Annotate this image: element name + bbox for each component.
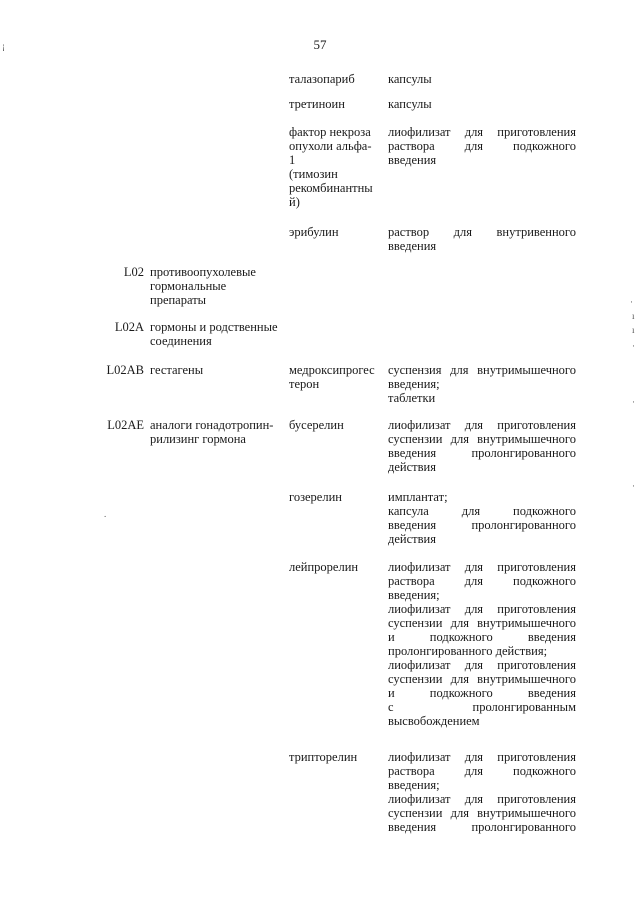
- group-name-line: препараты: [150, 293, 207, 307]
- dosage-form-line: лиофилизат для приготовления: [388, 750, 576, 764]
- drug-name: [289, 363, 381, 391]
- drug-name: [289, 97, 381, 111]
- atc-code: L02AB: [106, 363, 144, 377]
- group-name: [150, 320, 284, 348]
- drug-name-line: эрибулин: [289, 225, 339, 239]
- dosage-form-line: введения;: [388, 778, 440, 792]
- scan-mark: ·: [632, 481, 635, 491]
- dosage-form-line: суспензии для внутримышечного: [388, 616, 576, 630]
- dosage-form-line: и подкожного введения: [388, 686, 576, 700]
- group-name-line: гестагены: [150, 363, 204, 377]
- dosage-form: [388, 560, 576, 728]
- drug-name: [289, 418, 381, 432]
- drug-name-line: гозерелин: [289, 490, 342, 504]
- drug-name-line: трипторелин: [289, 750, 358, 764]
- dosage-form-line: раствора для подкожного: [388, 574, 576, 588]
- dosage-form-line: высвобождением: [388, 714, 480, 728]
- dosage-form-line: введения: [388, 153, 437, 167]
- dosage-form-line: суспензия для внутримышечного: [388, 363, 576, 377]
- dosage-form: [388, 750, 576, 834]
- dosage-form: [388, 490, 576, 546]
- atc-code: L02A: [114, 320, 144, 334]
- drug-name-line: лейпрорелин: [289, 560, 359, 574]
- drug-name-line: фактор некроза: [289, 125, 371, 139]
- dosage-form-line: капсулы: [388, 72, 432, 86]
- group-name-line: соединения: [150, 334, 212, 348]
- scan-mark: ·: [632, 341, 635, 351]
- dosage-form-line: и подкожного введения: [388, 630, 576, 644]
- group-name: [150, 418, 284, 446]
- drug-name-line: й): [289, 195, 300, 209]
- group-name-line: рилизинг гормона: [150, 432, 246, 446]
- scan-mark: ·: [632, 397, 635, 407]
- dosage-form-line: капсулы: [388, 97, 432, 111]
- dosage-form-line: суспензии для внутримышечного: [388, 432, 576, 446]
- dosage-form-line: капсула для подкожного: [388, 504, 576, 518]
- dosage-form: [388, 363, 576, 405]
- dosage-form-line: введения;: [388, 588, 440, 602]
- scan-mark: ı: [632, 325, 635, 335]
- dosage-form-line: лиофилизат для приготовления: [388, 560, 576, 574]
- dosage-form-line: действия: [388, 460, 436, 474]
- dosage-form: [388, 72, 576, 86]
- drug-name-line: бусерелин: [289, 418, 344, 432]
- drug-name-line: третиноин: [289, 97, 345, 111]
- group-name-line: гормоны и родственные: [150, 320, 278, 334]
- drug-name: [289, 750, 381, 764]
- dosage-form-line: введения;: [388, 377, 440, 391]
- dosage-form-line: лиофилизат для приготовления: [388, 418, 576, 432]
- dosage-form-line: с пролонгированным: [388, 700, 576, 714]
- group-name: [150, 363, 284, 377]
- dosage-form: [388, 418, 576, 474]
- atc-code: L02AE: [107, 418, 144, 432]
- dosage-form-line: имплантат;: [388, 490, 448, 504]
- drug-name-line: медроксипрогес: [289, 363, 375, 377]
- drug-name-line: (тимозин: [289, 167, 338, 181]
- dosage-form-line: введения: [388, 239, 437, 253]
- page-number: 57: [313, 37, 327, 52]
- scan-mark: .: [104, 509, 107, 519]
- drug-name-line: 1: [289, 153, 296, 167]
- dosage-form-line: раствора для подкожного: [388, 764, 576, 778]
- drug-name-line: рекомбинантны: [289, 181, 373, 195]
- dosage-form-line: пролонгированного действия;: [388, 644, 548, 658]
- dosage-form-line: раствора для подкожного: [388, 139, 576, 153]
- group-name: [150, 265, 284, 307]
- group-name-line: аналоги гонадотропин-: [150, 418, 274, 432]
- drug-name: [289, 72, 381, 86]
- group-name-line: гормональные: [150, 279, 227, 293]
- scan-mark: ¡: [2, 41, 5, 51]
- drug-name: [289, 560, 381, 574]
- dosage-form-line: лиофилизат для приготовления: [388, 658, 576, 672]
- dosage-form-line: лиофилизат для приготовления: [388, 125, 576, 139]
- dosage-form: [388, 125, 576, 167]
- scan-mark: ·: [630, 297, 633, 307]
- drug-name-line: талазопариб: [289, 72, 355, 86]
- dosage-form: [388, 97, 576, 111]
- dosage-form-line: раствор для внутривенного: [388, 225, 576, 239]
- dosage-form-line: суспензии для внутримышечного: [388, 806, 576, 820]
- dosage-form-line: введения пролонгированного: [388, 518, 576, 532]
- drug-name: [289, 225, 381, 239]
- drug-name: [289, 490, 381, 504]
- drug-name-line: опухоли альфа-: [289, 139, 372, 153]
- drug-name: [289, 125, 381, 209]
- dosage-form-line: введения пролонгированного: [388, 446, 576, 460]
- drug-name-line: терон: [289, 377, 320, 391]
- scan-mark: ı: [632, 311, 635, 321]
- group-name-line: противоопухолевые: [150, 265, 256, 279]
- dosage-form-line: суспензии для внутримышечного: [388, 672, 576, 686]
- dosage-form-line: лиофилизат для приготовления: [388, 602, 576, 616]
- atc-code: L02: [123, 265, 144, 279]
- dosage-form-line: таблетки: [388, 391, 436, 405]
- dosage-form-line: лиофилизат для приготовления: [388, 792, 576, 806]
- dosage-form-line: действия: [388, 532, 436, 546]
- dosage-form-line: введения пролонгированного: [388, 820, 576, 834]
- dosage-form: [388, 225, 576, 253]
